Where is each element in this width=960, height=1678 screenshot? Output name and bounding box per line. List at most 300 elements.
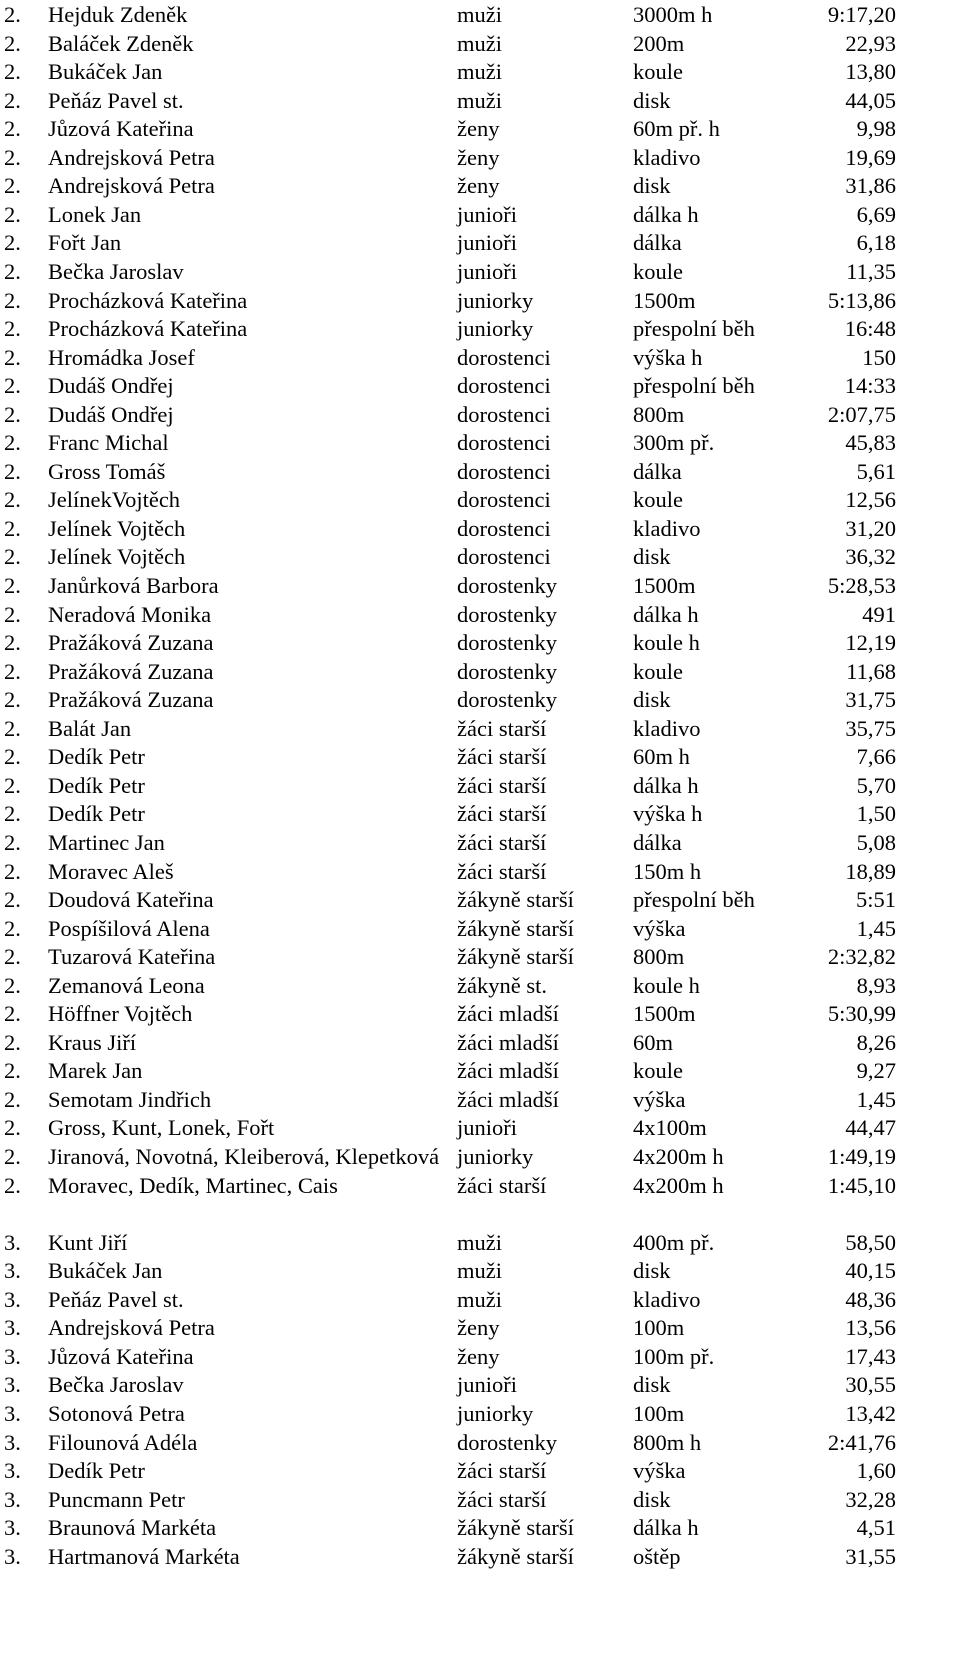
- result-cell: 2:32,82: [827, 944, 896, 970]
- discipline-cell: 60m h: [633, 744, 690, 770]
- category-cell: muži: [457, 1229, 502, 1255]
- category-cell: dorostenky: [457, 687, 557, 713]
- result-cell: 45,83: [845, 430, 896, 456]
- athlete-name-cell: Franc Michal: [48, 430, 169, 456]
- athlete-name-cell: Semotam Jindřich: [48, 1086, 212, 1112]
- result-row: [0, 971, 960, 1001]
- rank-cell: 3.: [4, 1515, 21, 1541]
- discipline-cell: disk: [633, 1258, 671, 1284]
- rank-cell: 2.: [4, 687, 21, 713]
- category-cell: dorostenci: [457, 458, 551, 484]
- category-cell: žáci starší: [457, 1458, 547, 1484]
- rank-cell: 2.: [4, 373, 21, 399]
- category-cell: junioři: [457, 1115, 517, 1141]
- result-cell: 5:51: [855, 887, 896, 913]
- result-cell: 2:41,76: [827, 1429, 896, 1455]
- athlete-name-cell: Dudáš Ondřej: [48, 401, 174, 427]
- result-cell: 2:07,75: [827, 401, 896, 427]
- discipline-cell: disk: [633, 544, 671, 570]
- result-row: [0, 1113, 960, 1143]
- discipline-cell: dálka: [633, 458, 682, 484]
- result-row: [0, 371, 960, 401]
- result-row: [0, 1370, 960, 1400]
- result-cell: 1,45: [856, 1086, 896, 1112]
- athlete-name-cell: Moravec, Dedík, Martinec, Cais: [48, 1172, 338, 1198]
- rank-cell: 2.: [4, 401, 21, 427]
- result-cell: 31,86: [845, 173, 896, 199]
- discipline-cell: dálka h: [633, 601, 699, 627]
- discipline-cell: 4x200m h: [633, 1144, 724, 1169]
- rank-cell: 3.: [4, 1315, 21, 1341]
- athlete-name-cell: Filounová Adéla: [48, 1429, 198, 1455]
- result-cell: 1:49,19: [827, 1144, 896, 1169]
- athlete-name-cell: Kraus Jiří: [48, 1029, 137, 1055]
- result-cell: 58,50: [845, 1229, 896, 1255]
- result-cell: 18,89: [845, 858, 896, 884]
- result-cell: 12,56: [845, 487, 896, 513]
- athlete-name-cell: Hartmanová Markéta: [48, 1543, 240, 1569]
- rank-cell: 3.: [4, 1458, 21, 1484]
- discipline-cell: koule: [633, 59, 683, 85]
- rank-cell: 2.: [4, 201, 21, 227]
- discipline-cell: 1500m: [633, 1001, 696, 1027]
- category-cell: dorostenky: [457, 658, 557, 684]
- result-row: [0, 571, 960, 601]
- category-cell: juniorky: [457, 1400, 534, 1426]
- rank-cell: 2.: [4, 515, 21, 541]
- category-cell: junioři: [457, 1372, 517, 1398]
- rank-cell: 2.: [4, 258, 21, 284]
- discipline-cell: koule: [633, 658, 683, 684]
- result-cell: 8,26: [856, 1029, 896, 1055]
- discipline-cell: disk: [633, 1486, 671, 1512]
- discipline-cell: 100m: [633, 1400, 685, 1426]
- result-row: [0, 1456, 960, 1486]
- discipline-cell: kladivo: [633, 515, 701, 541]
- result-row: [0, 542, 960, 572]
- category-cell: žákyně st.: [457, 972, 547, 998]
- rank-cell: 2.: [4, 972, 21, 998]
- result-cell: 491: [862, 601, 896, 627]
- rank-cell: 2.: [4, 744, 21, 770]
- category-cell: žáci starší: [457, 829, 547, 855]
- rank-cell: 2.: [4, 601, 21, 627]
- discipline-cell: 800m h: [633, 1429, 702, 1455]
- result-row: [0, 228, 960, 258]
- rank-cell: 3.: [4, 1543, 21, 1569]
- result-cell: 11,35: [846, 258, 896, 284]
- category-cell: žáci starší: [457, 1172, 547, 1198]
- discipline-cell: 4x100m: [633, 1115, 707, 1141]
- result-row: [0, 1485, 960, 1515]
- rank-cell: 2.: [4, 487, 21, 513]
- discipline-cell: 150m h: [633, 858, 702, 884]
- result-row: [0, 114, 960, 144]
- category-cell: žáci starší: [457, 801, 547, 827]
- result-cell: 44,05: [845, 87, 896, 113]
- rank-cell: 2.: [4, 658, 21, 684]
- result-cell: 4,51: [856, 1515, 896, 1541]
- athlete-name-cell: Procházková Kateřina: [48, 316, 248, 342]
- result-row: [0, 628, 960, 658]
- result-row: [0, 857, 960, 887]
- discipline-cell: dálka: [633, 230, 682, 256]
- result-row: [0, 171, 960, 201]
- discipline-cell: dálka h: [633, 201, 699, 227]
- rank-cell: 2.: [4, 87, 21, 113]
- category-cell: dorostenci: [457, 430, 551, 456]
- rank-cell: 2.: [4, 430, 21, 456]
- result-row: [0, 0, 960, 30]
- rank-cell: 2.: [4, 2, 21, 27]
- category-cell: žákyně starší: [457, 1543, 574, 1569]
- result-cell: 5:30,99: [827, 1001, 896, 1027]
- category-cell: dorostenci: [457, 487, 551, 513]
- category-cell: junioři: [457, 230, 517, 256]
- rank-cell: 2.: [4, 573, 21, 598]
- discipline-cell: 200m: [633, 30, 685, 56]
- athlete-name-cell: Marek Jan: [48, 1058, 143, 1084]
- result-cell: 11,68: [846, 658, 896, 684]
- rank-cell: 2.: [4, 1058, 21, 1084]
- result-row: [0, 29, 960, 59]
- category-cell: žáci mladší: [457, 1058, 559, 1084]
- category-cell: dorostenky: [457, 601, 557, 627]
- result-row: [0, 1056, 960, 1086]
- category-cell: dorostenci: [457, 401, 551, 427]
- discipline-cell: 4x200m h: [633, 1172, 724, 1198]
- result-row: [0, 57, 960, 87]
- result-cell: 9:17,20: [827, 2, 896, 27]
- result-row: [0, 685, 960, 715]
- result-row: [0, 314, 960, 344]
- category-cell: muži: [457, 30, 502, 56]
- category-cell: junioři: [457, 201, 517, 227]
- category-cell: žákyně starší: [457, 887, 574, 913]
- result-cell: 35,75: [845, 715, 896, 741]
- rank-cell: 2.: [4, 30, 21, 56]
- category-cell: muži: [457, 1286, 502, 1312]
- rank-cell: 2.: [4, 630, 21, 656]
- rank-cell: 3.: [4, 1400, 21, 1426]
- result-cell: 9,98: [856, 116, 896, 142]
- athlete-name-cell: Jůzová Kateřina: [48, 1343, 194, 1369]
- category-cell: muži: [457, 1258, 502, 1284]
- athlete-name-cell: Puncmann Petr: [48, 1486, 185, 1512]
- athlete-name-cell: Hromádka Josef: [48, 344, 195, 370]
- result-cell: 40,15: [845, 1258, 896, 1284]
- result-cell: 30,55: [845, 1372, 896, 1398]
- athlete-name-cell: Fořt Jan: [48, 230, 122, 256]
- discipline-cell: koule: [633, 1058, 683, 1084]
- rank-cell: 2.: [4, 1086, 21, 1112]
- result-row: [0, 1399, 960, 1429]
- athlete-name-cell: Andrejsková Petra: [48, 1315, 215, 1341]
- result-cell: 6,18: [856, 230, 896, 256]
- category-cell: dorostenci: [457, 344, 551, 370]
- result-row: [0, 457, 960, 487]
- discipline-cell: výška: [633, 1086, 686, 1112]
- category-cell: žáci starší: [457, 744, 547, 770]
- rank-cell: 2.: [4, 915, 21, 941]
- result-cell: 31,55: [845, 1543, 896, 1569]
- category-cell: žáci starší: [457, 858, 547, 884]
- result-row: [0, 1171, 960, 1201]
- rank-cell: 2.: [4, 544, 21, 570]
- rank-cell: 2.: [4, 316, 21, 342]
- result-row: [0, 1428, 960, 1458]
- result-row: [0, 942, 960, 972]
- rank-cell: 2.: [4, 829, 21, 855]
- result-cell: 5,08: [856, 829, 896, 855]
- discipline-cell: výška h: [633, 801, 703, 827]
- rank-cell: 3.: [4, 1372, 21, 1398]
- athlete-name-cell: Hejduk Zdeněk: [48, 2, 188, 27]
- rank-cell: 3.: [4, 1343, 21, 1369]
- result-cell: 1,50: [856, 801, 896, 827]
- athlete-name-cell: Gross Tomáš: [48, 458, 166, 484]
- athlete-name-cell: Braunová Markéta: [48, 1515, 217, 1541]
- athlete-name-cell: Pospíšilová Alena: [48, 915, 210, 941]
- category-cell: žáci mladší: [457, 1029, 559, 1055]
- category-cell: ženy: [457, 173, 500, 199]
- result-cell: 150: [862, 344, 896, 370]
- result-row: [0, 1513, 960, 1543]
- rank-cell: 2.: [4, 116, 21, 142]
- result-cell: 6,69: [856, 201, 896, 227]
- discipline-cell: kladivo: [633, 1286, 701, 1312]
- discipline-cell: 800m: [633, 401, 685, 427]
- discipline-cell: výška h: [633, 344, 703, 370]
- athlete-name-cell: Jiranová, Novotná, Kleiberová, Klepetková: [48, 1144, 440, 1169]
- athlete-name-cell: Zemanová Leona: [48, 972, 205, 998]
- result-row: [0, 286, 960, 316]
- category-cell: dorostenci: [457, 544, 551, 570]
- category-cell: muži: [457, 87, 502, 113]
- category-cell: muži: [457, 2, 502, 27]
- athlete-name-cell: Sotonová Petra: [48, 1400, 185, 1426]
- discipline-cell: výška: [633, 915, 686, 941]
- discipline-cell: koule h: [633, 972, 700, 998]
- result-row: [0, 485, 960, 515]
- category-cell: dorostenci: [457, 515, 551, 541]
- result-row: [0, 714, 960, 744]
- result-row: [0, 1542, 960, 1572]
- discipline-cell: dálka: [633, 829, 682, 855]
- result-row: [0, 343, 960, 373]
- category-cell: juniorky: [457, 287, 534, 313]
- category-cell: žáci mladší: [457, 1001, 559, 1027]
- result-row: [0, 999, 960, 1029]
- category-cell: žáci starší: [457, 1486, 547, 1512]
- discipline-cell: přespolní běh: [633, 373, 755, 399]
- discipline-cell: výška: [633, 1458, 686, 1484]
- rank-cell: 2.: [4, 1144, 21, 1169]
- result-cell: 44,47: [845, 1115, 896, 1141]
- discipline-cell: 60m př. h: [633, 116, 720, 142]
- result-row: [0, 1342, 960, 1372]
- athlete-name-cell: Gross, Kunt, Lonek, Fořt: [48, 1115, 275, 1141]
- discipline-cell: koule: [633, 258, 683, 284]
- result-cell: 31,20: [845, 515, 896, 541]
- result-row: [0, 86, 960, 116]
- result-row: [0, 428, 960, 458]
- athlete-name-cell: Jůzová Kateřina: [48, 116, 194, 142]
- category-cell: žákyně starší: [457, 1515, 574, 1541]
- category-cell: žákyně starší: [457, 915, 574, 941]
- discipline-cell: disk: [633, 173, 671, 199]
- result-row: [0, 1142, 960, 1172]
- discipline-cell: 3000m h: [633, 2, 713, 27]
- athlete-name-cell: Bečka Jaroslav: [48, 258, 184, 284]
- category-cell: juniorky: [457, 1144, 534, 1169]
- athlete-name-cell: Martinec Jan: [48, 829, 165, 855]
- rank-cell: 2.: [4, 1115, 21, 1141]
- result-cell: 13,80: [845, 59, 896, 85]
- result-cell: 32,28: [845, 1486, 896, 1512]
- result-cell: 5,70: [856, 772, 896, 798]
- athlete-name-cell: Dedík Petr: [48, 744, 145, 770]
- rank-cell: 2.: [4, 944, 21, 970]
- athlete-name-cell: Andrejsková Petra: [48, 144, 215, 170]
- result-row: [0, 657, 960, 687]
- athlete-name-cell: Baláček Zdeněk: [48, 30, 194, 56]
- category-cell: ženy: [457, 144, 500, 170]
- rank-cell: 2.: [4, 772, 21, 798]
- discipline-cell: 1500m: [633, 287, 696, 313]
- result-cell: 36,32: [845, 544, 896, 570]
- result-row: [0, 1028, 960, 1058]
- rank-cell: 2.: [4, 858, 21, 884]
- rank-cell: 2.: [4, 344, 21, 370]
- result-row: [0, 200, 960, 230]
- result-row: [0, 1313, 960, 1343]
- result-row: [0, 514, 960, 544]
- result-row: [0, 771, 960, 801]
- result-cell: 5,61: [856, 458, 896, 484]
- athlete-name-cell: Janůrková Barbora: [48, 573, 219, 598]
- category-cell: dorostenky: [457, 573, 557, 598]
- result-cell: 7,66: [856, 744, 896, 770]
- result-cell: 5:28,53: [827, 573, 896, 598]
- athlete-name-cell: Doudová Kateřina: [48, 887, 214, 913]
- discipline-cell: 100m: [633, 1315, 685, 1341]
- result-cell: 13,42: [845, 1400, 896, 1426]
- result-row: [0, 257, 960, 287]
- athlete-name-cell: Dedík Petr: [48, 801, 145, 827]
- category-cell: muži: [457, 59, 502, 85]
- category-cell: ženy: [457, 116, 500, 142]
- discipline-cell: přespolní běh: [633, 316, 755, 342]
- result-cell: 12,19: [845, 630, 896, 656]
- rank-cell: 2.: [4, 458, 21, 484]
- result-cell: 16:48: [844, 316, 896, 342]
- rank-cell: 2.: [4, 230, 21, 256]
- discipline-cell: přespolní běh: [633, 887, 755, 913]
- discipline-cell: oštěp: [633, 1543, 681, 1569]
- result-row: [0, 914, 960, 944]
- athlete-name-cell: Pražáková Zuzana: [48, 630, 214, 656]
- result-row: [0, 1085, 960, 1115]
- discipline-cell: dálka h: [633, 1515, 699, 1541]
- result-cell: 1,60: [856, 1458, 896, 1484]
- rank-cell: 2.: [4, 715, 21, 741]
- result-cell: 48,36: [845, 1286, 896, 1312]
- category-cell: dorostenky: [457, 1429, 557, 1455]
- rank-cell: 3.: [4, 1429, 21, 1455]
- rank-cell: 2.: [4, 59, 21, 85]
- result-cell: 9,27: [856, 1058, 896, 1084]
- athlete-name-cell: Peňáz Pavel st.: [48, 87, 184, 113]
- result-row: [0, 1256, 960, 1286]
- athlete-name-cell: Pražáková Zuzana: [48, 658, 214, 684]
- athlete-name-cell: Kunt Jiří: [48, 1229, 128, 1255]
- rank-cell: 3.: [4, 1286, 21, 1312]
- result-cell: 22,93: [845, 30, 896, 56]
- discipline-cell: 300m př.: [633, 430, 715, 456]
- discipline-cell: kladivo: [633, 144, 701, 170]
- result-cell: 5:13,86: [827, 287, 896, 313]
- result-row: [0, 143, 960, 173]
- result-row: [0, 799, 960, 829]
- result-cell: 17,43: [845, 1343, 896, 1369]
- rank-cell: 2.: [4, 287, 21, 313]
- athlete-name-cell: Neradová Monika: [48, 601, 212, 627]
- athlete-name-cell: Tuzarová Kateřina: [48, 944, 216, 970]
- athlete-name-cell: Balát Jan: [48, 715, 132, 741]
- discipline-cell: koule h: [633, 630, 700, 656]
- rank-cell: 2.: [4, 1029, 21, 1055]
- result-row: [0, 1228, 960, 1258]
- athlete-name-cell: Höffner Vojtěch: [48, 1001, 193, 1027]
- athlete-name-cell: Procházková Kateřina: [48, 287, 248, 313]
- rank-cell: 2.: [4, 887, 21, 913]
- result-cell: 31,75: [845, 687, 896, 713]
- athlete-name-cell: Dedík Petr: [48, 1458, 145, 1484]
- result-cell: 19,69: [845, 144, 896, 170]
- discipline-cell: 60m: [633, 1029, 674, 1055]
- category-cell: juniorky: [457, 316, 534, 342]
- athlete-name-cell: Bečka Jaroslav: [48, 1372, 184, 1398]
- discipline-cell: kladivo: [633, 715, 701, 741]
- rank-cell: 3.: [4, 1258, 21, 1284]
- category-cell: junioři: [457, 258, 517, 284]
- result-cell: 8,93: [856, 972, 896, 998]
- result-row: [0, 1285, 960, 1315]
- athlete-name-cell: JelínekVojtěch: [48, 487, 181, 513]
- category-cell: žákyně starší: [457, 944, 574, 970]
- result-cell: 1,45: [856, 915, 896, 941]
- rank-cell: 2.: [4, 1172, 21, 1198]
- discipline-cell: disk: [633, 1372, 671, 1398]
- rank-cell: 2.: [4, 801, 21, 827]
- athlete-name-cell: Jelínek Vojtěch: [48, 544, 186, 570]
- category-cell: žáci starší: [457, 715, 547, 741]
- result-row: [0, 742, 960, 772]
- rank-cell: 2.: [4, 1001, 21, 1027]
- discipline-cell: koule: [633, 487, 683, 513]
- result-cell: 13,56: [845, 1315, 896, 1341]
- result-row: [0, 885, 960, 915]
- athlete-name-cell: Bukáček Jan: [48, 59, 163, 85]
- discipline-cell: dálka h: [633, 772, 699, 798]
- discipline-cell: 100m př.: [633, 1343, 715, 1369]
- category-cell: ženy: [457, 1343, 500, 1369]
- athlete-name-cell: Bukáček Jan: [48, 1258, 163, 1284]
- rank-cell: 3.: [4, 1486, 21, 1512]
- athlete-name-cell: Dedík Petr: [48, 772, 145, 798]
- rank-cell: 2.: [4, 144, 21, 170]
